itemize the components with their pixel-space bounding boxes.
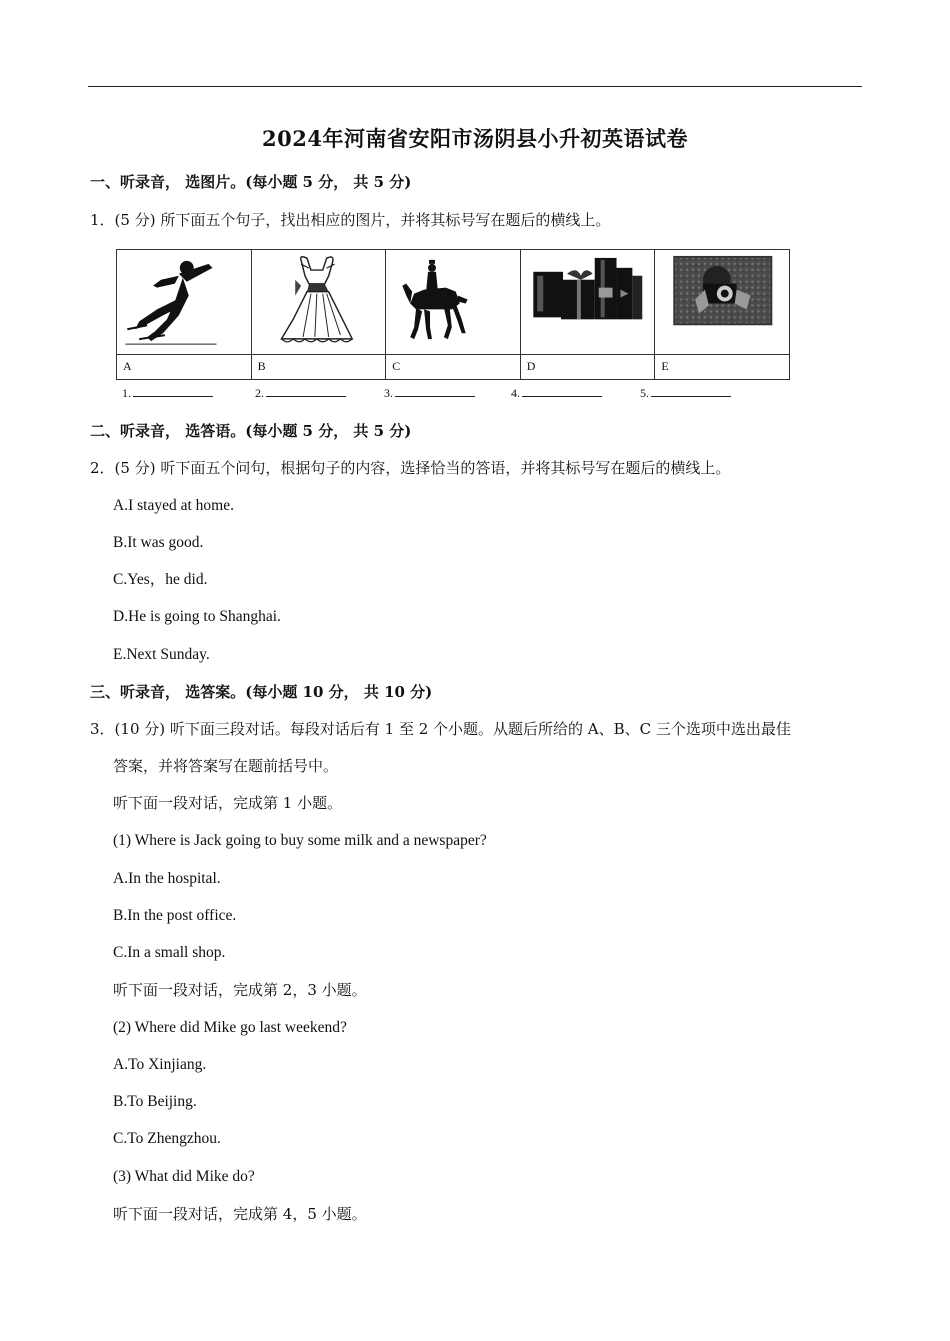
- sub2-option-c: C.To Zhengzhou.: [113, 1130, 221, 1147]
- answer-blanks: [116, 386, 790, 402]
- sub2-option-b: B.To Beijing.: [113, 1093, 197, 1110]
- sub2-option-a: A.To Xinjiang.: [113, 1056, 207, 1073]
- sub-question-2: (2) Where did Mike go last weekend?: [113, 1019, 347, 1036]
- speed-skater-icon: [117, 250, 251, 354]
- answer-blank-3[interactable]: 3.: [384, 386, 475, 401]
- photographer-icon: [655, 250, 789, 354]
- gifts-icon: [521, 250, 655, 354]
- answer-blank-5[interactable]: 5.: [640, 386, 731, 401]
- picture-label: A: [117, 355, 252, 379]
- option-d: D.He is going to Shanghai.: [113, 608, 281, 625]
- picture-e: [655, 250, 789, 354]
- answer-blank-2[interactable]: 2.: [255, 386, 346, 401]
- picture-row: [117, 250, 789, 355]
- dialog-2-intro: 听下面一段对话，完成第 2，3 小题。: [113, 981, 367, 999]
- header-rule: [88, 86, 862, 87]
- section1-heading: 一、听录音， 选图片。(每小题 5 分， 共 5 分): [90, 173, 412, 191]
- picture-label: C: [386, 355, 521, 379]
- picture-c: [386, 250, 521, 354]
- sub-question-3: (3) What did Mike do?: [113, 1168, 255, 1185]
- sub1-option-a: A.In the hospital.: [113, 870, 221, 887]
- question-3-cont: 答案，并将答案写在题前括号中。: [113, 757, 339, 775]
- picture-label: D: [521, 355, 656, 379]
- question-2: 2．(5 分) 听下面五个问句，根据句子的内容，选择恰当的答语，并将其标号写在题后的横线上。: [90, 459, 731, 477]
- dress-icon: [252, 250, 386, 354]
- picture-label: E: [661, 359, 669, 373]
- label-row: [117, 355, 789, 379]
- question-1: 1．(5 分) 所下面五个句子，找出相应的图片，并将其标号写在题后的横线上。: [90, 211, 611, 229]
- option-e: E.Next Sunday.: [113, 646, 210, 663]
- option-a: A.I stayed at home.: [113, 497, 234, 514]
- option-b: B.It was good.: [113, 534, 204, 551]
- dialog-3-intro: 听下面一段对话，完成第 4，5 小题。: [113, 1205, 367, 1223]
- dialog-1-intro: 听下面一段对话，完成第 1 小题。: [113, 794, 343, 812]
- sub1-option-b: B.In the post office.: [113, 907, 237, 924]
- section3-heading: 三、听录音， 选答案。(每小题 10 分， 共 10 分): [90, 683, 433, 701]
- question-3: 3．(10 分) 听下面三段对话。每段对话后有 1 至 2 个小题。从题后所给的 A、B、C 三个选项中选出最佳: [90, 720, 791, 738]
- picture-b: [252, 250, 387, 354]
- section2-heading: 二、听录音， 选答语。(每小题 5 分， 共 5 分): [90, 422, 412, 440]
- sub1-option-c: C.In a small shop.: [113, 944, 226, 961]
- picture-d: [521, 250, 656, 354]
- page-title: 2024年河南省安阳市汤阴县小升初英语试卷: [262, 126, 688, 151]
- answer-blank-4[interactable]: 4.: [511, 386, 602, 401]
- picture-table: [116, 249, 790, 380]
- picture-a: [117, 250, 252, 354]
- sub-question-1: (1) Where is Jack going to buy some milk and a newspaper?: [113, 832, 487, 849]
- horse-rider-icon: [386, 250, 520, 354]
- answer-blank-1[interactable]: 1.: [122, 386, 213, 401]
- option-c: C.Yes，he did.: [113, 571, 208, 588]
- picture-label: B: [252, 355, 387, 379]
